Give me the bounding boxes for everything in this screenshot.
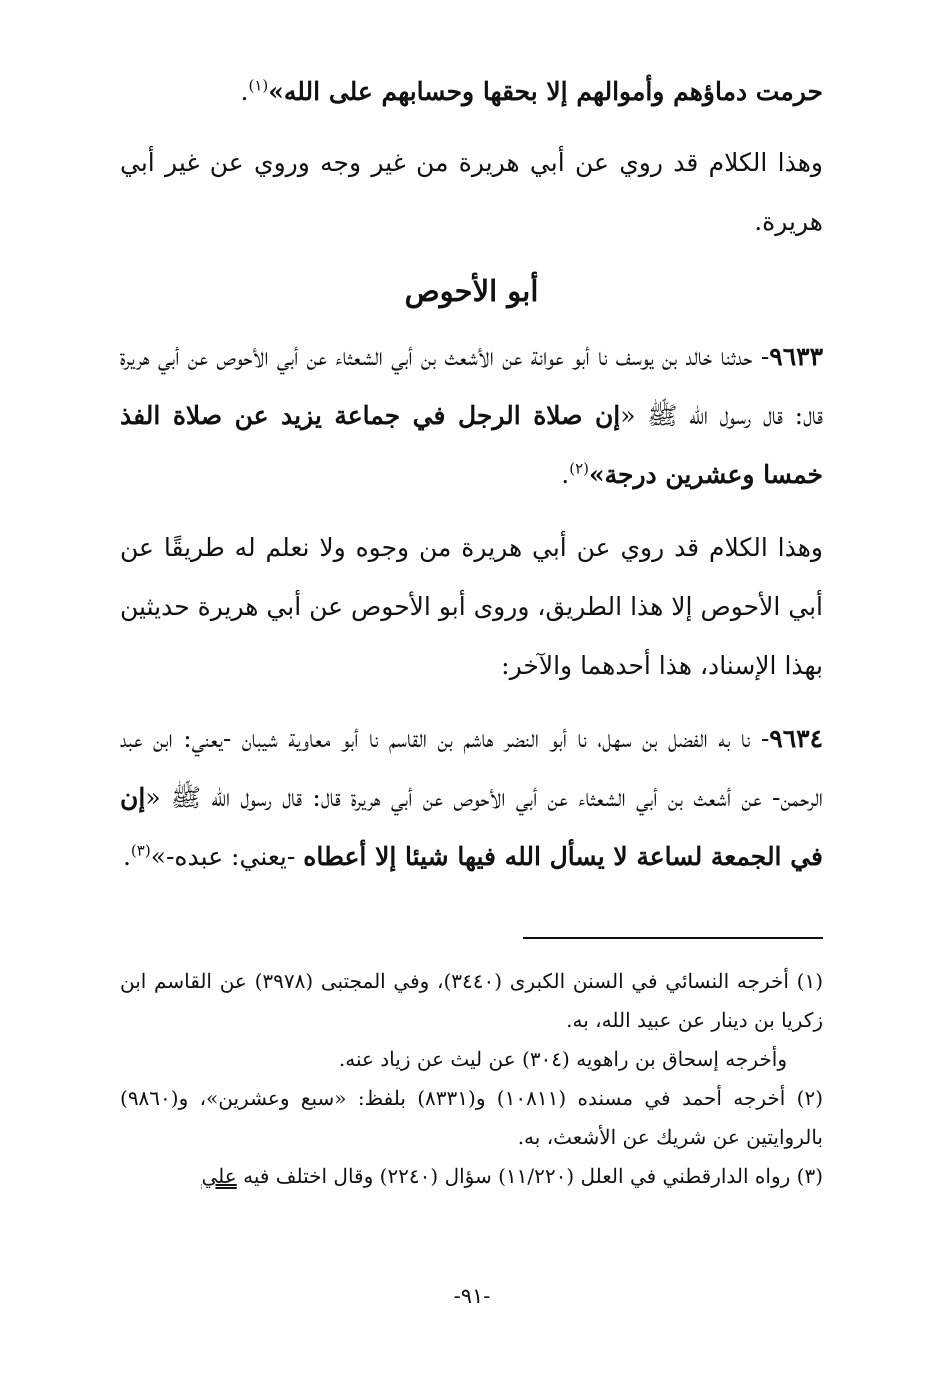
matn-text-bold: إن صلاة الرجل في جماعة يزيد عن صلاة الفذ خمسا وعشرين درجة» bbox=[120, 401, 823, 489]
hadith-number: ٩٦٣٣ bbox=[769, 342, 824, 371]
hadith-9634 bbox=[120, 709, 823, 886]
paragraph-commentary-2: وهذا الكلام قد روي عن أبي هريرة من وجوه ولا نعلم له طريقًا عن أبي الأحوص إلا هذا الطريق، وروى أبو الأحوص عن أبي هريرة حديثين بهذا الإسناد، هذا أحدهما والآخر: bbox=[120, 533, 823, 680]
paragraph-commentary-1: وهذا الكلام قد روي عن أبي هريرة من غير وجه وروي عن غير أبي هريرة. bbox=[120, 148, 823, 236]
footnote-2: (٢) أخرجه أحمد في مسنده (١٠٨١١) و(٨٣٣١) بلفظ: «سبع وعشرين»، و(٩٨٦٠) بالروايتين عن شريك عن الأشعث، به. bbox=[120, 1086, 823, 1149]
footnote-3-text: (٣) رواه الدارقطني في العلل (١١/٢٢٠) سؤال (٢٢٤٠) وقال اختلف فيه bbox=[236, 1164, 823, 1188]
hadith-number: ٩٦٣٤ bbox=[769, 724, 823, 753]
footnote-1: (١) أخرجه النسائي في السنن الكبرى (٣٤٤٠)، وفي المجتبى (٣٩٧٨) عن القاسم ابن زكريا بن دينار عن عبيد الله، به. bbox=[120, 969, 823, 1032]
isnad-text: - حدثنا خالد بن يوسف نا أبو عوانة عن الأشعث بن أبي الشعثاء عن أبي الأحوص عن أبي هريرة قال: قال رسول الله ﷺ « bbox=[120, 342, 823, 430]
period: . bbox=[240, 77, 249, 106]
period: . bbox=[122, 842, 131, 871]
page-number: -٩١- bbox=[453, 1284, 491, 1308]
isnad-text: - نا به الفضل بن سهل، نا أبو النضر هاشم بن القاسم نا أبو معاوية شيبان -يعني: ابن عبد الرحمن- عن أشعث بن أبي الشعثاء عن أبي الأحوص عن أبي هريرة قال: قال رسول الله ﷺ « bbox=[120, 724, 823, 812]
page-body bbox=[120, 62, 823, 1322]
matn-tail: -يعني: عبده-» bbox=[150, 842, 304, 871]
footnote-ref-2: (٢) bbox=[569, 459, 589, 478]
footnote-1-continued: وأخرجه إسحاق بن راهويه (٣٠٤) عن ليث عن زياد عنه. bbox=[338, 1047, 787, 1071]
matn-text-bold: إن في الجمعة لساعة لا يسأل الله فيها شيئا إلا أعطاه bbox=[120, 783, 823, 871]
hadith-text-bold: حرمت دماؤهم وأموالهم إلا بحقها وحسابهم على الله» bbox=[268, 77, 823, 106]
hadith-9633 bbox=[120, 327, 823, 504]
section-heading: أبو الأحوص bbox=[404, 274, 539, 308]
footnote-3 bbox=[120, 1157, 823, 1196]
footnote-separator bbox=[523, 937, 823, 939]
paragraph-hadith-end bbox=[120, 62, 823, 121]
period: . bbox=[561, 460, 570, 489]
footnote-3-catchword: علي bbox=[201, 1164, 237, 1188]
footnote-ref-1: (١) bbox=[248, 76, 269, 95]
footnotes bbox=[120, 962, 823, 1196]
footnote-ref-3: (٣) bbox=[130, 841, 151, 860]
